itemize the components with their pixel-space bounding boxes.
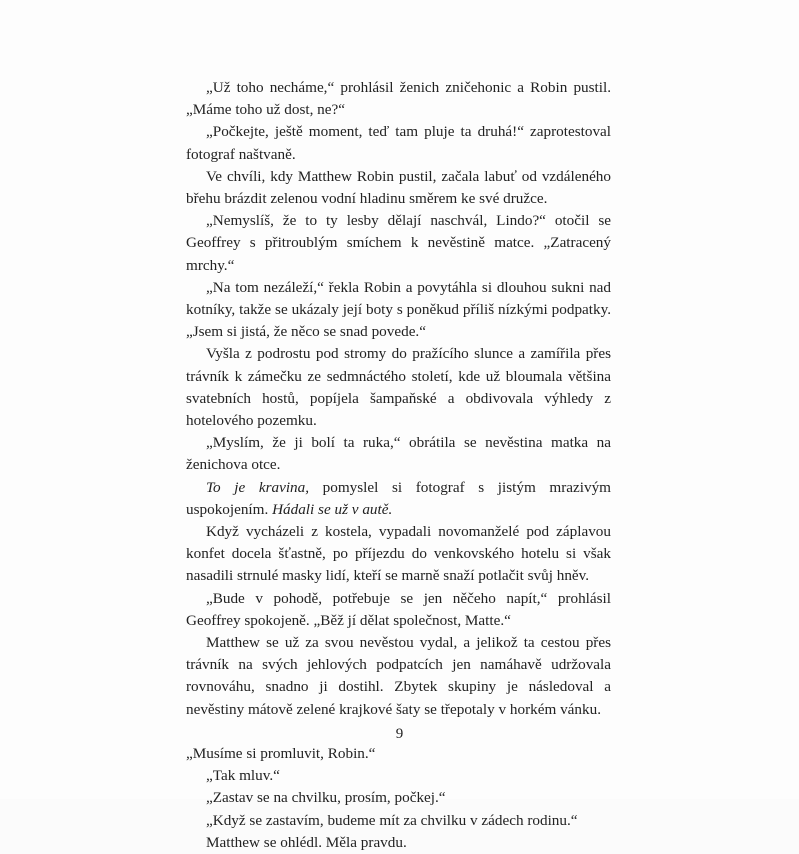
paragraph: „Nemyslíš, že to ty lesby dělají naschvál, Lindo?“ otočil se Geoffrey s přitroublým smíchem k nevěstině matce. „Zatracený mrchy.“ (186, 212, 611, 274)
paragraph: Když vycházeli z kostela, vypadali novomanželé pod záplavou konfet docela šťastně, po příjezdu do venkovského hotelu si však nasadili strnulé masky lidí, kteří se marně snaží potlačit svůj hněv. (186, 523, 611, 585)
paragraph: „Na tom nezáleží,“ řekla Robin a povytáhla si dlouhou sukni nad kotníky, takže se ukázaly její boty s poněkud příliš nízkými podpatky. „Jsem si jistá, že něco se snad povede.“ (186, 278, 611, 341)
paragraph-section-start: „Musíme si promluvit, Robin.“ (186, 744, 376, 762)
page-number: 9 (395, 726, 404, 742)
italic-thought: Hádali se už v autě. (272, 500, 393, 518)
paragraph: „Když se zastavím, budeme mít za chvilku v zádech rodinu.“ (206, 811, 578, 829)
paragraph-italic-thought (186, 477, 611, 521)
italic-thought: To je kravina, (206, 478, 310, 496)
paragraph: „Zastav se na chvilku, prosím, počkej.“ (206, 789, 446, 807)
paragraph: „Počkejte, ještě moment, teď tam pluje ta druhá!“ zaprotestoval fotograf naštvaně. (186, 123, 611, 163)
paragraph: „Tak mluv.“ (206, 767, 280, 785)
paragraph: „Už toho necháme,“ prohlásil ženich zničehonic a Robin pustil. „Máme toho už dost, ne?“ (186, 79, 611, 119)
paragraph: Vyšla z podrostu pod stromy do pražícího slunce a zamířila přes trávník k zámečku ze sedmnáctého století, kde už bloumala většina svatebních hostů, popíjela šampaňské a obdivovala výhledy z hotelového pozemku. (186, 345, 611, 430)
paragraph: „Myslím, že ji bolí ta ruka,“ obrátila se nevěstina matka na ženichova otce. (186, 434, 611, 474)
paragraph: Matthew se ohlédl. Měla pravdu. (206, 833, 407, 851)
paragraph: Ve chvíli, kdy Matthew Robin pustil, začala labuť od vzdáleného břehu brázdit zelenou vodní hladinu směrem ke své družce. (186, 167, 611, 208)
paragraph: Matthew se už za svou nevěstou vydal, a jelikož ta cestou přes trávník na svých jehlových podpatcích jen namáhavě udržovala rovnováhu, snadno ji dostihl. Zbytek skupiny je následoval a nevěstiny mátově zelené krajkové šaty se třepotaly v horkém vánku. (186, 634, 611, 718)
paragraph: „Bude v pohodě, potřebuje se jen něčeho napít,“ prohlásil Geoffrey spokojeně. „Běž jí dělat společnost, Matte.“ (186, 589, 611, 629)
narration: pomyslel si fotograf s jistým mrazivým uspokojením. (186, 478, 611, 518)
